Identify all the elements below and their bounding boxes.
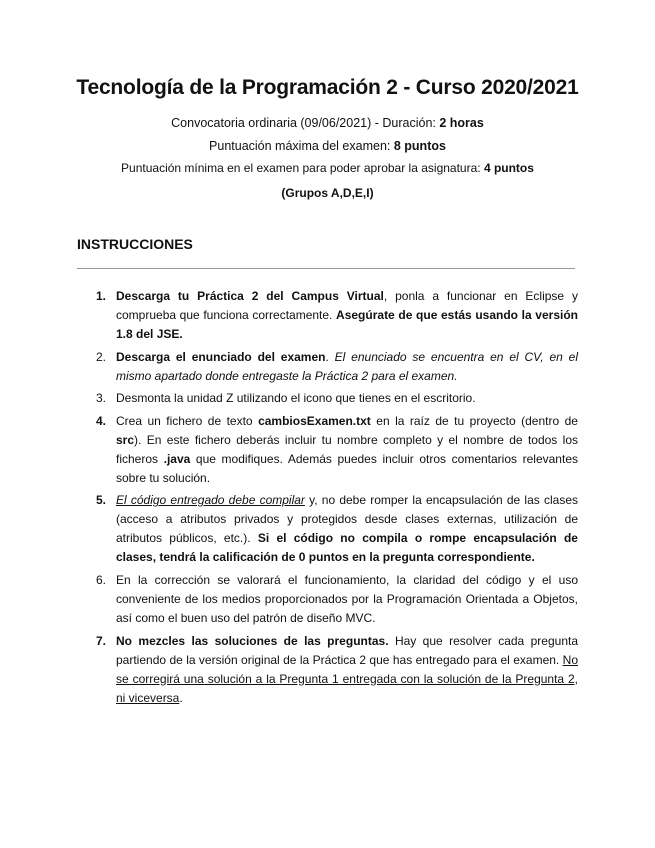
instruction-item	[92, 491, 578, 567]
max-score-label: Puntuación máxima del examen:	[209, 139, 394, 153]
folder-text: src	[116, 432, 135, 447]
item-number: 5.	[96, 493, 107, 508]
extension-text: .java	[163, 451, 191, 466]
item-text-bold: Si el código no compila o rompe encapsulación de clases, tendrá la calificación de 0 puntos en la pregunta correspondiente.	[116, 531, 578, 565]
convocatoria-line	[0, 116, 655, 130]
instruction-item	[92, 389, 578, 408]
item-text: .	[325, 349, 335, 364]
item-text-underlined: No se corregirá una solución a la Pregunta 1 entregada con la solución de la Pregunta 2, ni viceversa	[116, 652, 578, 705]
item-number: 1.	[96, 289, 107, 303]
groups-line: (Grupos A,D,E,I)	[281, 186, 374, 200]
item-number: 2.	[96, 349, 107, 364]
item-number: 4.	[96, 413, 107, 428]
item-text: y, no debe romper la encapsulación de las clases (acceso a atributos privados y protegidos desde clases externas, utilización de atributos públicos, etc.).	[116, 493, 578, 546]
instruction-item	[92, 632, 578, 708]
item-number: 6.	[96, 572, 107, 587]
item-text: en la raíz de tu proyecto (dentro de	[370, 413, 578, 428]
max-score-value: 8 puntos	[393, 139, 446, 153]
convocatoria-label: Convocatoria ordinaria (09/06/2021) - Duración:	[171, 116, 440, 130]
item-text-bold: Asegúrate de que estás usando la versión 1.8 del JSE.	[116, 308, 578, 341]
item-text-underlined: El código entregado debe compilar	[116, 493, 305, 508]
instruction-item	[92, 412, 578, 488]
item-text: que modifiques. Además puedes incluir otros comentarios relevantes sobre tu solución.	[116, 451, 578, 485]
max-score-line	[0, 139, 655, 153]
instructions-list	[92, 287, 578, 711]
item-text-italic: El enunciado se encuentra en el CV, en el mismo apartado donde entregaste la Práctica 2 para el examen.	[116, 349, 579, 383]
item-text: Hay que resolver cada pregunta partiendo de la versión original de la Práctica 2 que has entregado para el examen.	[116, 633, 578, 667]
item-text: .	[179, 690, 183, 705]
item-text-bold: Descarga el enunciado del examen	[116, 349, 326, 364]
item-text: Crea un fichero de texto	[116, 413, 259, 428]
item-text: En la corrección se valorará el funcionamiento, la claridad del código y el uso conveniente de los medios proporcionados por la Programación Orientada a Objetos, así como el buen uso del patrón de diseño MVC.	[116, 572, 578, 625]
item-text: Desmonta la unidad Z utilizando el icono que tienes en el escritorio.	[116, 391, 476, 406]
instruction-item	[92, 348, 578, 386]
min-score-value: 4 puntos	[483, 161, 534, 175]
filename-text: cambiosExamen.txt	[258, 413, 371, 428]
min-score-line	[0, 161, 655, 175]
min-score-label: Puntuación mínima en el examen para poder aprobar la asignatura:	[121, 161, 484, 175]
instruction-item	[92, 571, 578, 628]
item-text: , ponla a funcionar en Eclipse y comprueba que funciona correctamente.	[116, 289, 578, 322]
item-text-bold: Descarga tu Práctica 2 del Campus Virtual	[116, 289, 384, 303]
item-number: 7.	[96, 633, 107, 648]
item-number: 3.	[96, 391, 107, 406]
instruction-item	[92, 287, 578, 344]
section-divider	[77, 268, 575, 269]
item-text: ). En este fichero deberás incluir tu nombre completo y el nombre de todos los ficheros	[116, 432, 578, 466]
item-text-bold: No mezcles las soluciones de las preguntas.	[116, 633, 389, 648]
instructions-heading: INSTRUCCIONES	[77, 236, 193, 252]
duration-value: 2 horas	[439, 116, 484, 130]
document-title: Tecnología de la Programación 2 - Curso 2020/2021	[76, 76, 579, 99]
